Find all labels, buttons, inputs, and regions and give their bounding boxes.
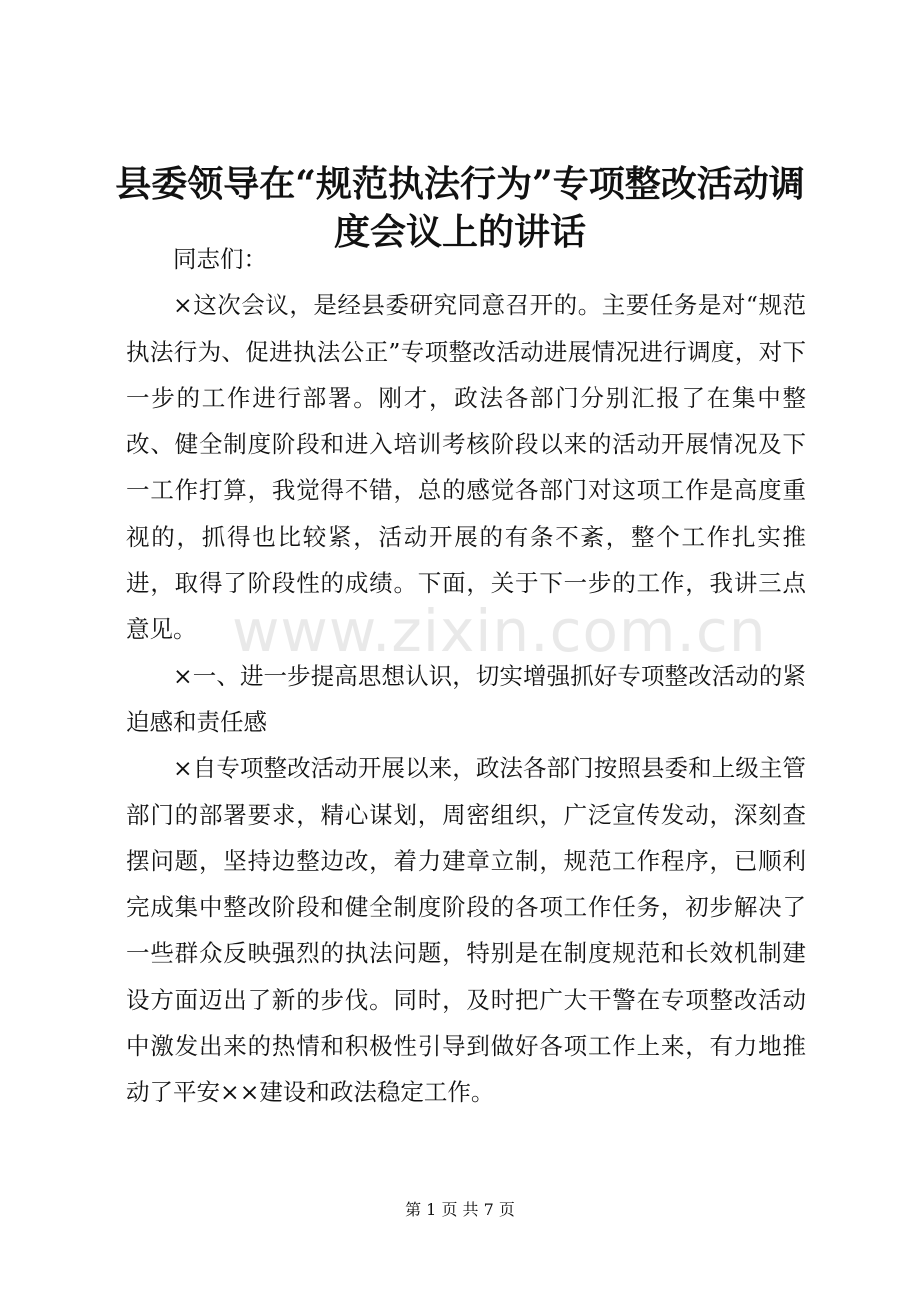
section-heading-paragraph: ×一、进一步提高思想认识，切实增强抓好专项整改活动的紧迫感和责任感 [126,661,806,736]
body-paragraph: ×这次会议，是经县委研究同意召开的。主要任务是对“规范执法行为、促进执法公正”专项整改活动进展情况进行调度，对下一步的工作进行部署。刚才，政法各部门分别汇报了在集中整改、健全制度阶段和进入培训考核阶段以来的活动开展情况及下一工作打算，我觉得不错，总的感觉各部门对这项工作是高度重视的，抓得也比较紧，活动开展的有条不紊，整个工作扎实推进，取得了阶段性的成绩。下面，关于下一步的工作，我讲三点意见。 [126,291,806,644]
salutation-paragraph: 同志们： [173,245,267,273]
document-body [126,236,806,1116]
document-title: 县委领导在“规范执法行为”专项整改活动调度会议上的讲话 [115,163,805,253]
watermark-text: www.zixin.com.cn [232,597,767,665]
body-paragraph: ×自专项整改活动开展以来，政法各部门按照县委和上级主管部门的部署要求，精心谋划，周密组织，广泛宣传发动，深刻查摆问题，坚持边整边改，着力建章立制，规范工作程序，已顺利完成集中整改阶段和健全制度阶段的各项工作任务，初步解决了一些群众反映强烈的执法问题，特别是在制度规范和长效机制建设方面迈出了新的步伐。同时，及时把广大干警在专项整改活动中激发出来的热情和积极性引导到做好各项工作上来，有力地推动了平安××建设和政法稳定工作。 [126,754,806,1107]
page-number-footer: 第 1 页 共 7 页 [405,1200,515,1219]
